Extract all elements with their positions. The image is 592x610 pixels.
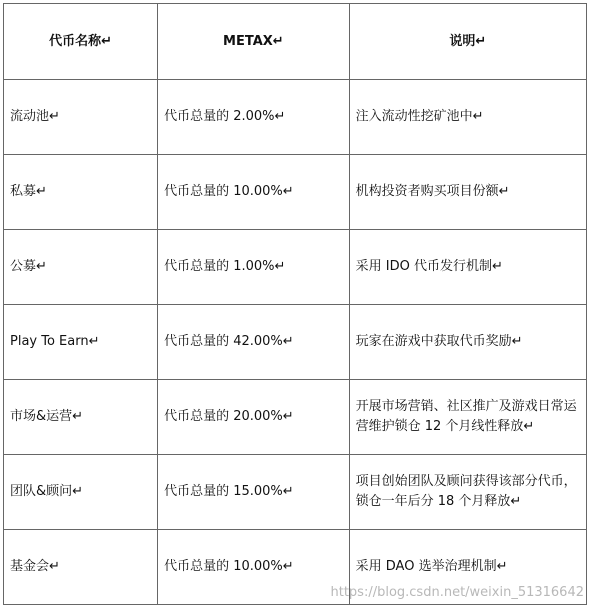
token-allocation-table <box>3 3 587 605</box>
cell-allocation: 代币总量的 20.00%↵ <box>158 380 350 455</box>
header-token-name: 代币名称↵ <box>4 4 158 80</box>
header-metax: METAX↵ <box>158 4 350 80</box>
table-row <box>4 455 587 530</box>
table-header-row <box>4 4 587 80</box>
cell-token-name: 流动池↵ <box>4 80 158 155</box>
header-description: 说明↵ <box>349 4 586 80</box>
cell-token-name: Play To Earn↵ <box>4 305 158 380</box>
cell-description: 机构投资者购买项目份额↵ <box>349 155 586 230</box>
cell-allocation: 代币总量的 10.00%↵ <box>158 530 350 605</box>
cell-allocation: 代币总量的 10.00%↵ <box>158 155 350 230</box>
cell-description: 开展市场营销、社区推广及游戏日常运营维护锁仓 12 个月线性释放↵ <box>349 380 586 455</box>
cell-allocation: 代币总量的 42.00%↵ <box>158 305 350 380</box>
cell-description: 玩家在游戏中获取代币奖励↵ <box>349 305 586 380</box>
cell-token-name: 公募↵ <box>4 230 158 305</box>
source-watermark: https://blog.csdn.net/weixin_51316642 <box>330 585 584 600</box>
table-row <box>4 230 587 305</box>
table-row <box>4 305 587 380</box>
table-row <box>4 155 587 230</box>
cell-allocation: 代币总量的 2.00%↵ <box>158 80 350 155</box>
table-row <box>4 380 587 455</box>
cell-token-name: 基金会↵ <box>4 530 158 605</box>
cell-description: 项目创始团队及顾问获得该部分代币，锁仓一年后分 18 个月释放↵ <box>349 455 586 530</box>
cell-token-name: 团队&顾问↵ <box>4 455 158 530</box>
table-row <box>4 80 587 155</box>
cell-token-name: 市场&运营↵ <box>4 380 158 455</box>
cell-description: 注入流动性挖矿池中↵ <box>349 80 586 155</box>
cell-allocation: 代币总量的 15.00%↵ <box>158 455 350 530</box>
cell-description: 采用 DAO 选举治理机制↵ <box>349 530 586 605</box>
cell-allocation: 代币总量的 1.00%↵ <box>158 230 350 305</box>
cell-token-name: 私募↵ <box>4 155 158 230</box>
cell-description: 采用 IDO 代币发行机制↵ <box>349 230 586 305</box>
